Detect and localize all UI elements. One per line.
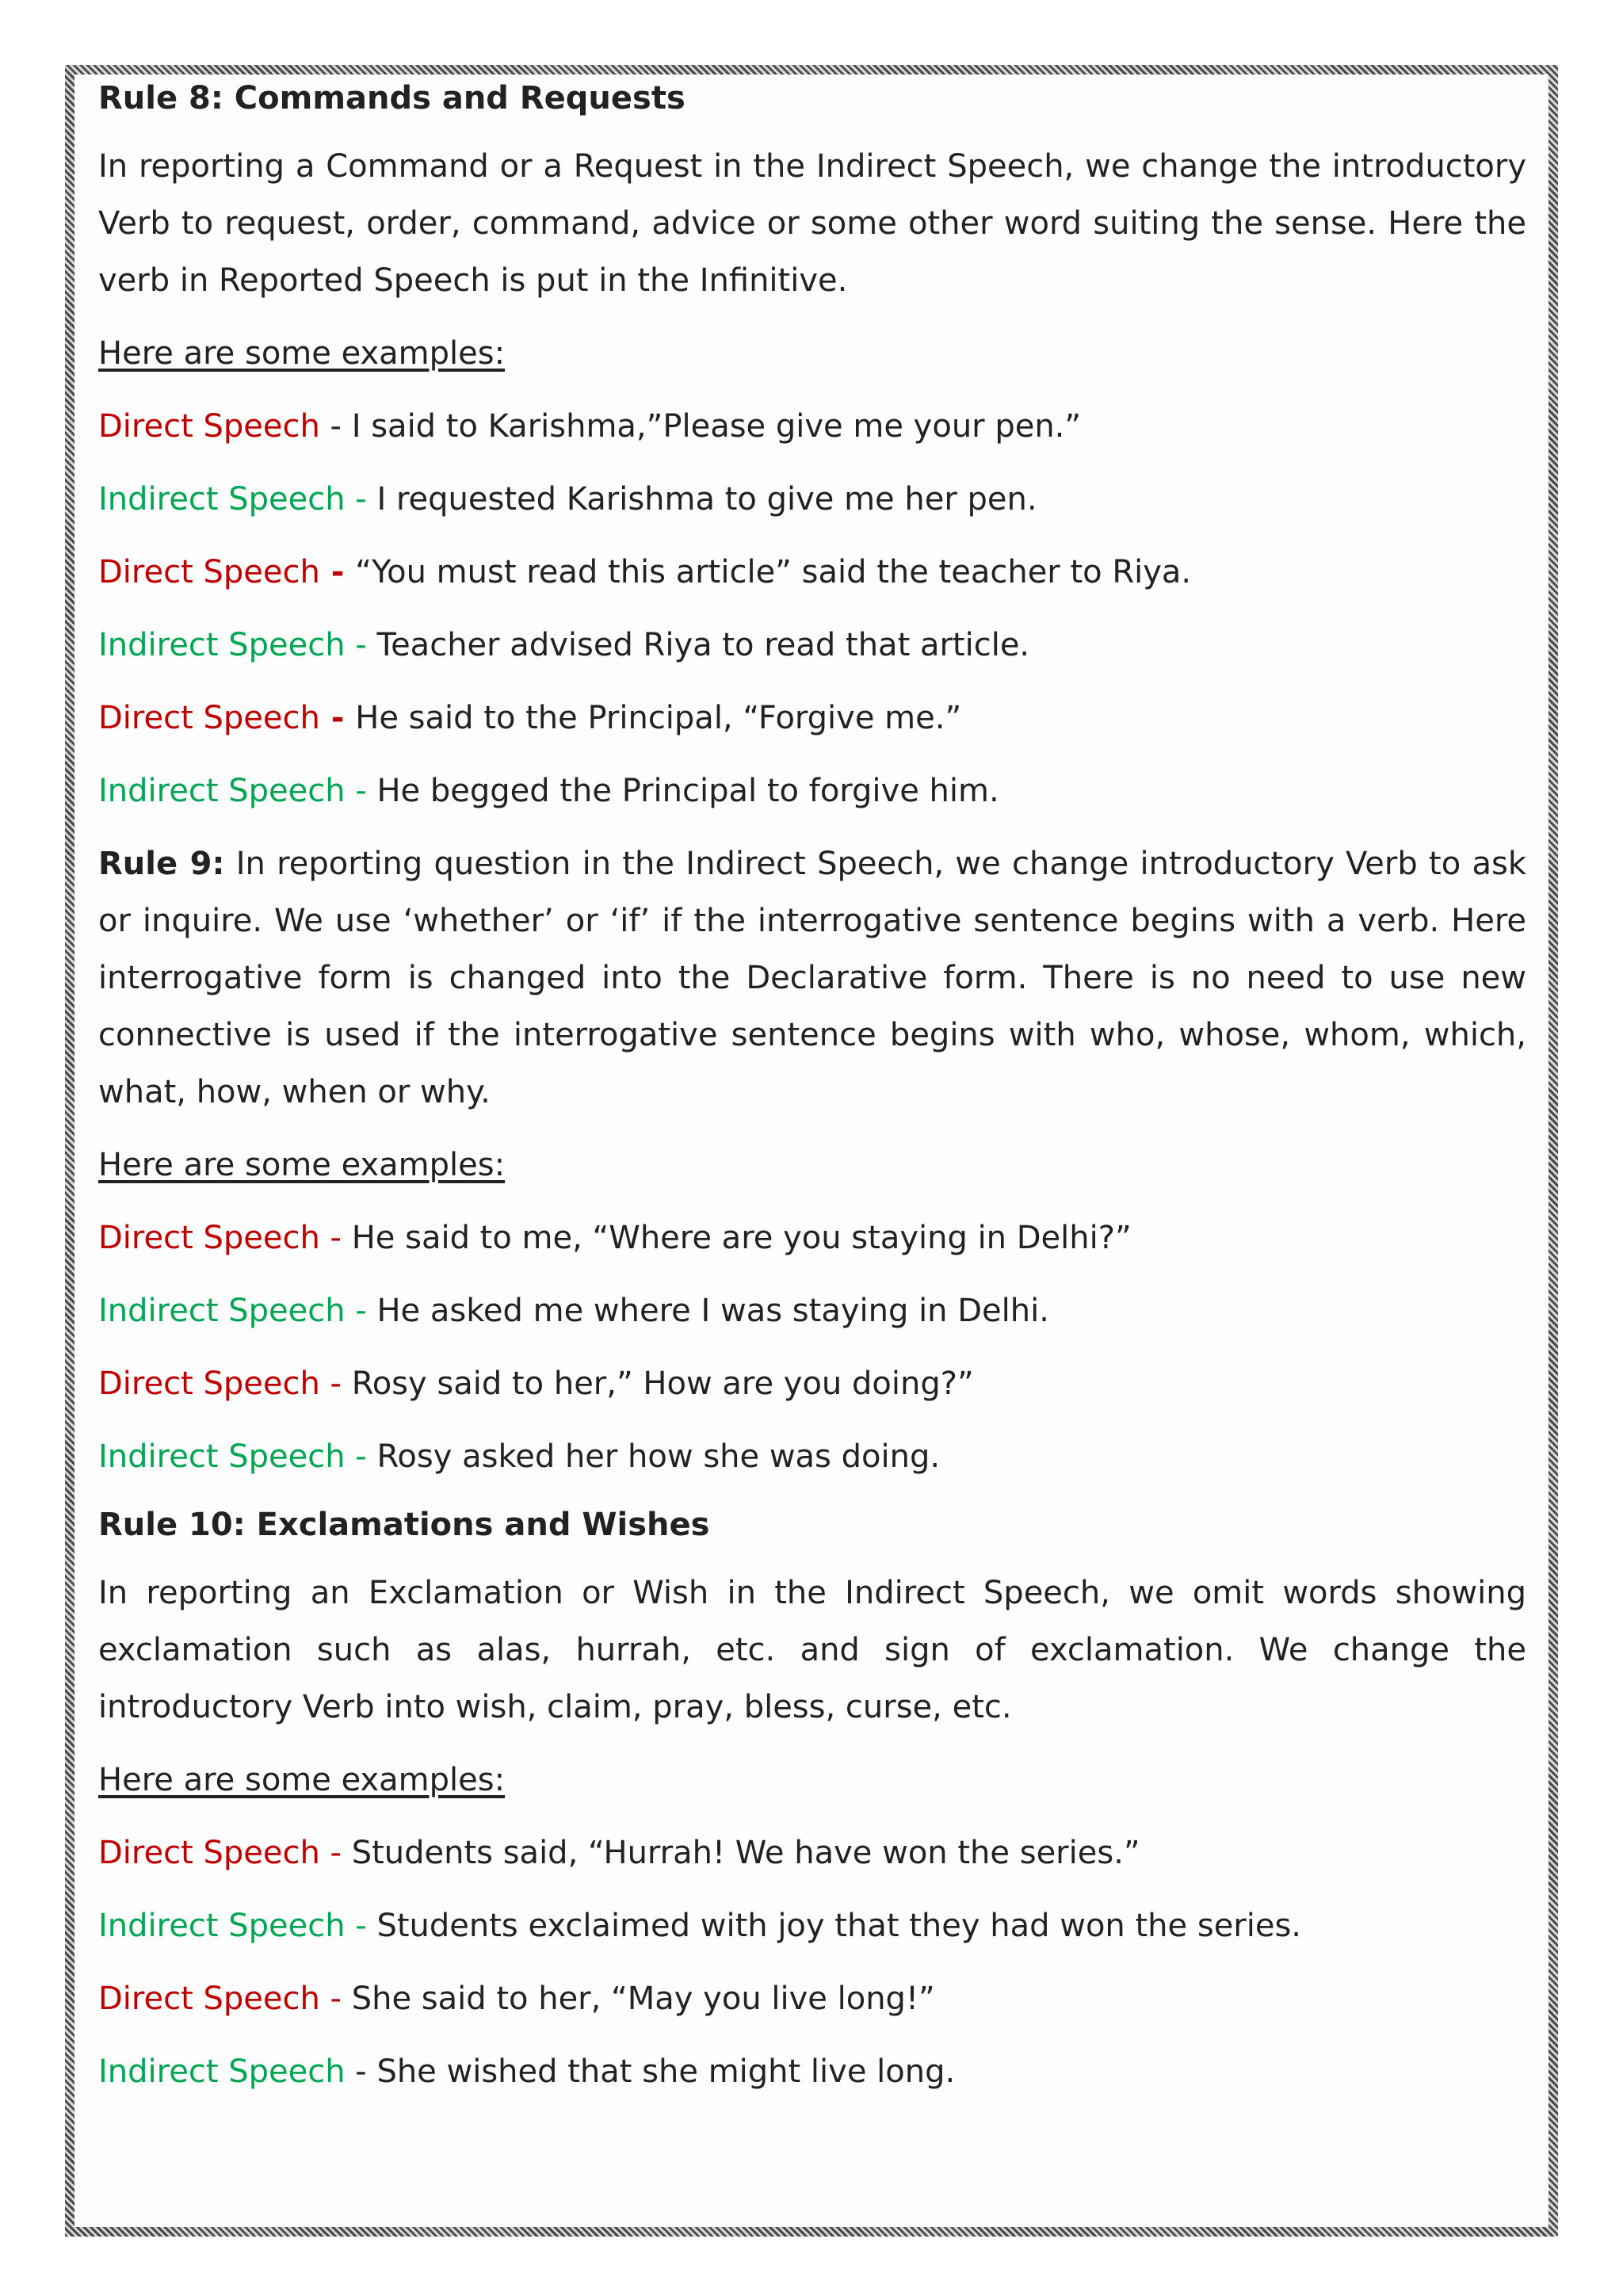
rule8-paragraph: In reporting a Command or a Request in the Indirect Speech, we change the introductory Verb to request, order, command, advice or some other word suiting the sense. Here the verb in Reported Speech is put in the Infinitive. [98,148,1526,299]
example-text: Teacher advised Riya to read that article. [376,627,1030,663]
example-text: He begged the Principal to forgive him. [376,773,999,809]
separator: - [319,1366,352,1402]
example-line [98,1209,1526,1266]
document-content [98,74,1526,2116]
separator: - [345,773,377,809]
separator: - [319,1835,352,1871]
rule8-heading: Rule 8: Commands and Requests [98,80,685,117]
direct-speech-label: Direct Speech [98,408,320,445]
direct-speech-label: Direct Speech [98,1835,320,1871]
separator: - [319,700,356,736]
example-line [98,1282,1526,1339]
direct-speech-label: Direct Speech [98,700,320,736]
example-text: Students said, “Hurrah! We have won the series.” [351,1835,1140,1871]
example-line [98,762,1526,819]
example-line [98,1897,1526,1954]
separator: - [319,1981,352,2017]
direct-speech-label: Direct Speech [98,1220,320,1256]
indirect-speech-label: Indirect Speech [98,1908,346,1944]
rule10-heading: Rule 10: Exclamations and Wishes [98,1507,710,1543]
separator: - [345,481,377,518]
rule8-examples-heading: Here are some examples: [98,335,506,372]
example-text: She wished that she might live long. [376,2053,956,2090]
example-line [98,1970,1526,2027]
indirect-speech-label: Indirect Speech [98,773,346,809]
example-line [98,617,1526,674]
separator: - [345,627,377,663]
direct-speech-label: Direct Speech [98,1981,320,2017]
example-line [98,544,1526,601]
example-text: He asked me where I was staying in Delhi. [376,1293,1049,1329]
separator: - [319,1220,352,1256]
separator: - [345,2053,377,2090]
example-text: He said to me, “Where are you staying in Delhi?” [351,1220,1132,1256]
rule9-examples-heading: Here are some examples: [98,1147,506,1183]
rule9-paragraph [98,835,1526,1121]
indirect-speech-label: Indirect Speech [98,1293,346,1329]
example-text: Students exclaimed with joy that they had won the series. [376,1908,1302,1944]
rule10-paragraph: In reporting an Exclamation or Wish in the Indirect Speech, we omit words showing exclamation such as alas, hurrah, etc. and sign of exclamation. We change the introductory Verb into wish, claim, pray, bless, curse, etc. [98,1575,1526,1725]
example-text: Rosy said to her,” How are you doing?” [351,1366,974,1402]
example-text: I requested Karishma to give me her pen. [376,481,1037,518]
example-line [98,398,1526,455]
example-line [98,1355,1526,1412]
direct-speech-label: Direct Speech [98,554,320,590]
indirect-speech-label: Indirect Speech [98,627,346,663]
rule10-examples-heading: Here are some examples: [98,1762,506,1798]
example-text: “You must read this article” said the teacher to Riya. [355,554,1192,590]
separator: - [319,408,352,445]
separator: - [345,1908,377,1944]
example-line [98,690,1526,747]
rule9-heading: Rule 9: [98,846,225,882]
example-text: I said to Karishma,”Please give me your pen.” [351,408,1082,445]
indirect-speech-label: Indirect Speech [98,481,346,518]
example-text: Rosy asked her how she was doing. [376,1438,941,1475]
example-text: He said to the Principal, “Forgive me.” [355,700,962,736]
example-line [98,1428,1526,1485]
example-line [98,471,1526,528]
indirect-speech-label: Indirect Speech [98,1438,346,1475]
separator: - [319,554,356,590]
separator: - [345,1438,377,1475]
direct-speech-label: Direct Speech [98,1366,320,1402]
example-line [98,2043,1526,2100]
indirect-speech-label: Indirect Speech [98,2053,346,2090]
example-text: She said to her, “May you live long!” [351,1981,935,2017]
rule9-text: In reporting question in the Indirect Speech, we change introductory Verb to ask or inquire. We use ‘whether’ or ‘if’ if the interrogative sentence begins with a verb. Here interrogative form is changed into the Declarative form. There is no need to use new connective is used if the interrogative sentence begins with who, whose, whom, which, what, how, when or why. [98,846,1526,1110]
example-line [98,1824,1526,1881]
separator: - [345,1293,377,1329]
